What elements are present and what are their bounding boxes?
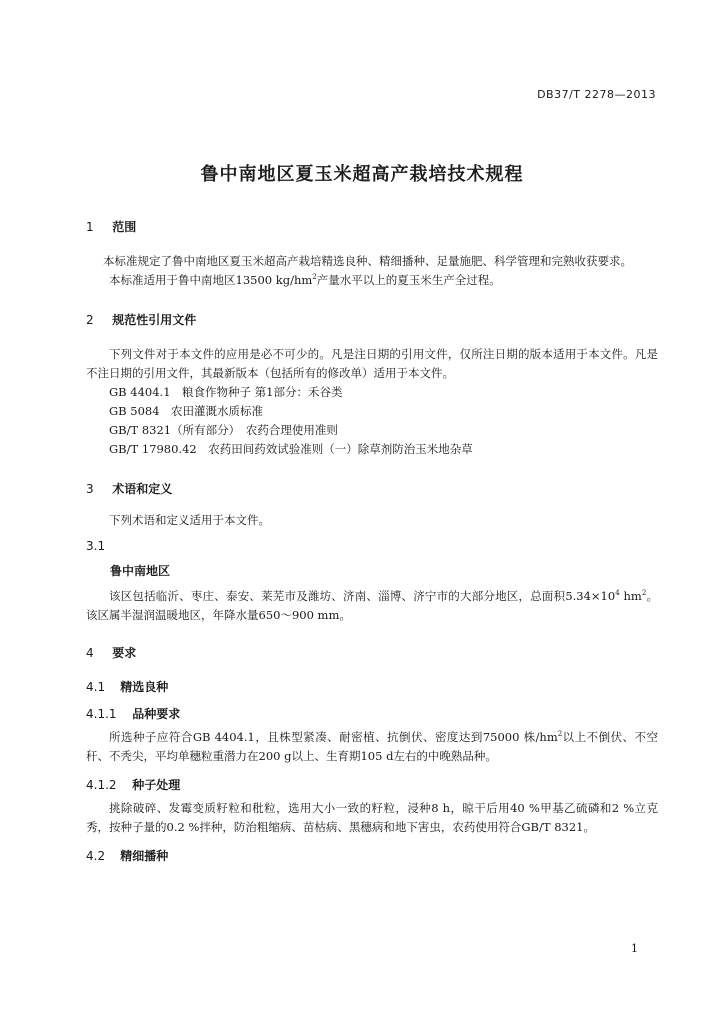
section-heading-1 bbox=[86, 218, 658, 235]
section-number: 2 bbox=[86, 313, 94, 327]
paragraph: 下列文件对于本文件的应用是必不可少的。凡是注日期的引用文件，仅所注日期的版本适用于本文件。凡是不注日期的引用文件，其最新版本（包括所有的修改单）适用于本文件。 bbox=[86, 347, 658, 380]
section-title: 术语和定义 bbox=[112, 482, 173, 496]
reference-item: GB/T 8321（所有部分） 农药合理使用准则 bbox=[109, 423, 338, 437]
subsection-heading-4-2: 4.2 精细播种 bbox=[86, 849, 169, 863]
paragraph: 本标准适用于鲁中南地区13500 $kg/hm^2$产量水平以上的夏玉米生产全过程。 bbox=[109, 273, 501, 287]
paragraph: 挑除破碎、发霉变质籽粒和秕粒，选用大小一致的籽粒，浸种8 h，晾干后用40 %甲基乙硫磷和2 %立克秀，按种子量的0.2 %拌种，防治粗缩病、苗枯病、黑穗病和地下害虫，农药使用符合GB/T 8321。 bbox=[86, 801, 658, 834]
term-name: 鲁中南地区 bbox=[110, 564, 171, 578]
section-heading-4 bbox=[86, 644, 658, 661]
term-definition: 该区包括临沂、枣庄、泰安、莱芜市及潍坊、济南、淄博、济宁市的大部分地区，总面积$5.34\times 10^4$ $hm^2$。该区属半湿润温暖地区，年降水量650～900 mm。 bbox=[86, 589, 658, 622]
paragraph: 下列术语和定义适用于本文件。 bbox=[109, 513, 270, 527]
document-body bbox=[86, 218, 658, 864]
section-title: 要求 bbox=[112, 646, 137, 660]
reference-item: GB 4404.1 粮食作物种子 第1部分：禾谷类 bbox=[109, 385, 343, 399]
document-title: 鲁中南地区夏玉米超高产栽培技术规程 bbox=[200, 164, 524, 185]
section-heading-3 bbox=[86, 480, 658, 497]
paragraph: 本标准规定了鲁中南地区夏玉米超高产栽培精选良种、精细播种、足量施肥、科学管理和完熟收获要求。 bbox=[103, 254, 632, 268]
paragraph: 所选种子应符合GB 4404.1，且株型紧凑、耐密植、抗倒伏、密度达到75000 株$/hm^2$以上不倒伏、不空秆、不秃尖，平均单穗粒重潜力在200 g以上、生育期105 d左右的中晚熟品种。 bbox=[86, 730, 659, 763]
subsection-heading-4-1: 4.1 精选良种 bbox=[86, 680, 169, 694]
reference-item: GB/T 17980.42 农药田间药效试验准则（一）除草剂防治玉米地杂草 bbox=[109, 442, 473, 456]
section-number: 1 bbox=[86, 220, 94, 234]
section-number: 3 bbox=[86, 482, 94, 496]
subsection-heading-4-1-2: 4.1.2 种子处理 bbox=[86, 778, 181, 792]
section-number: 4 bbox=[86, 646, 94, 660]
reference-item: GB 5084 农田灌溉水质标准 bbox=[109, 404, 264, 418]
page-number: 1 bbox=[631, 942, 638, 955]
section-title: 规范性引用文件 bbox=[112, 313, 197, 327]
section-title: 范围 bbox=[112, 220, 137, 234]
section-heading-2 bbox=[86, 311, 658, 328]
subsection-heading-4-1-1: 4.1.1 品种要求 bbox=[86, 707, 181, 721]
term-number: 3.1 bbox=[86, 539, 106, 553]
document-code: DB37/T 2278—2013 bbox=[537, 88, 656, 101]
